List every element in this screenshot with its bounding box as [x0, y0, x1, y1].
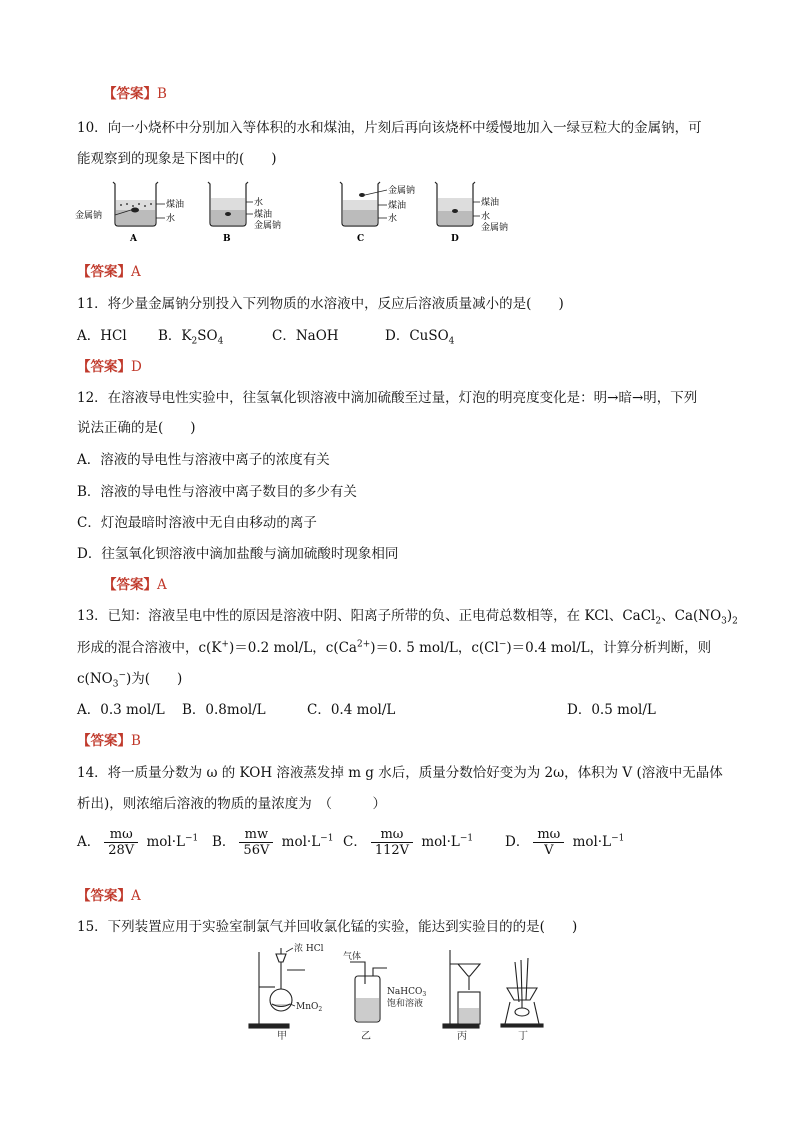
fraction: $\frac{m\omega}{V}$ [533, 827, 564, 858]
apparatus-figure [245, 942, 565, 1042]
beaker-a [75, 182, 184, 244]
beaker-letter: B [223, 234, 231, 244]
beaker-c [340, 182, 415, 244]
question-12-option-a: A．溶液的导电性与溶液中离子的浓度有关 [77, 452, 330, 468]
fraction: $\frac{m\omega}{28V}$ [104, 827, 138, 858]
label-water: 水 [254, 198, 264, 208]
answer-label: 【答案】 [77, 733, 131, 749]
label-nahco3: NaHCO$_3$ [387, 987, 427, 998]
label-conc-hcl: 浓 HCl [294, 944, 324, 954]
answer-value: B [157, 86, 167, 102]
answer-value: B [131, 733, 141, 749]
apparatus-jia [249, 942, 324, 1042]
label-mno2: MnO$_2$ [296, 1002, 323, 1013]
beaker-letter: A [130, 234, 137, 244]
answer-value: A [131, 264, 141, 280]
label-ding: 丁 [518, 1031, 528, 1042]
label-kerosene: 煤油 [166, 200, 185, 210]
question-14-line1: 14．将一质量分数为 ω 的 KOH 溶液蒸发掉 m g 水后，质量分数恰好变为为 2ω，体积为 V (溶液中无晶体 [77, 765, 723, 781]
question-10-line2: 能观察到的现象是下图中的( ) [77, 151, 277, 167]
question-13-option-a: A．0.3 mol/L [77, 702, 165, 718]
label-kerosene: 煤油 [481, 198, 500, 208]
question-15-stem: 15．下列装置应用于实验室制氯气并回收氯化锰的实验，能达到实验目的的是( ) [77, 919, 578, 935]
question-14-line2: 析出)，则浓缩后溶液的物质的量浓度为 （ ） [77, 796, 387, 812]
question-13-option-c: C．0.4 mol/L [307, 702, 396, 718]
question-13-line2: 形成的混合溶液中，c(K+)＝0.2 mol/L，$c(Ca^{2+})=0$. 5 mol/L，c(Cl−)＝0.4 mol/L，计算分析判断，则 [77, 639, 712, 656]
beaker-figure [75, 178, 525, 248]
label-sodium: 金属钠 [254, 221, 282, 231]
answer-label: 【答案】 [77, 888, 131, 904]
beaker-letter: D [451, 234, 459, 244]
beaker-d [435, 182, 508, 244]
answer-label: 【答案】 [103, 86, 157, 102]
answer-label: 【答案】 [77, 264, 131, 280]
question-12-option-c: C．灯泡最暗时溶液中无自由移动的离子 [77, 515, 317, 531]
apparatus-bing [443, 950, 480, 1042]
question-14-option-a: A． $\frac{m\omega}{28V}$ $mol\cdot L^{-1}$ [77, 827, 199, 858]
question-14-option-c: C． $\frac{m\omega}{112V}$ $mol\cdot L^{-1}$ [343, 827, 474, 858]
answer-q9 [103, 82, 167, 102]
answer-label: 【答案】 [77, 359, 131, 375]
label-saturated-solution: 饱和溶液 [387, 999, 424, 1009]
beaker-b [208, 182, 281, 244]
question-14-option-b: B． $\frac{mw}{56V}$ $mol\cdot L^{-1}$ [212, 827, 334, 858]
label-water: 水 [388, 214, 398, 224]
fraction: $\frac{mw}{56V}$ [239, 827, 273, 858]
label-water: 水 [481, 212, 491, 222]
beaker-letter: C [357, 234, 365, 244]
question-11-stem: 11．将少量金属钠分别投入下列物质的水溶液中，反应后溶液质量减小的是( ) [77, 296, 564, 312]
answer-value: A [157, 577, 167, 593]
question-12-option-b: B．溶液的导电性与溶液中离子数目的多少有关 [77, 484, 357, 500]
label-bing: 丙 [457, 1031, 467, 1042]
question-11-option-b: B．$K_2SO_4$ [158, 328, 224, 347]
answer-value: D [131, 359, 142, 375]
answer-q12 [103, 573, 167, 593]
answer-q10 [77, 260, 141, 280]
label-sodium: 金属钠 [481, 223, 509, 233]
label-water: 水 [166, 214, 176, 224]
question-11-option-c: C．NaOH [272, 328, 339, 344]
answer-q14 [77, 884, 141, 904]
apparatus-ding [501, 958, 543, 1042]
question-12-option-d: D．往氢氧化钡溶液中滴加盐酸与滴加硫酸时现象相同 [77, 546, 399, 562]
label-jia: 甲 [277, 1031, 287, 1042]
label-yi: 乙 [361, 1031, 371, 1042]
label-kerosene: 煤油 [254, 210, 273, 220]
label-kerosene: 煤油 [388, 201, 407, 211]
fraction: $\frac{m\omega}{112V}$ [371, 827, 413, 858]
label-sodium: 金属钠 [388, 186, 416, 196]
question-13-line3: $c(NO_3^-)$为( ) [77, 670, 183, 690]
question-10-line1: 10．向一小烧杯中分别加入等体积的水和煤油，片刻后再向该烧杯中缓慢地加入一绿豆粒大的金属钠，可 [77, 120, 702, 136]
question-13-option-b: B．0.8mol/L [182, 702, 266, 718]
question-13-line1: 13．已知：溶液呈电中性的原因是溶液中阴、阳离子所带的负、正电荷总数相等，在 KCl、CaCl$_2$、$Ca(NO_3)_2$ [77, 608, 738, 627]
question-12-line2: 说法正确的是( ) [77, 420, 196, 436]
apparatus-yi [343, 950, 426, 1042]
question-13-option-d: D．0.5 mol/L [567, 702, 656, 718]
label-gas: 气体 [343, 952, 362, 962]
answer-q11 [77, 355, 142, 375]
answer-label: 【答案】 [103, 577, 157, 593]
label-sodium: 金属钠 [75, 211, 103, 221]
question-12-line1: 12．在溶液导电性实验中，往氢氧化钡溶液中滴加硫酸至过量，灯泡的明亮度变化是：明→暗→明，下列 [77, 390, 698, 406]
answer-q13 [77, 729, 141, 749]
answer-value: A [131, 888, 141, 904]
question-14-option-d: D． $\frac{m\omega}{V}$ $mol\cdot L^{-1}$ [505, 827, 625, 858]
question-11-option-d: D．CuSO$_4$ [385, 328, 455, 347]
question-11-option-a: A．HCl [77, 328, 127, 344]
